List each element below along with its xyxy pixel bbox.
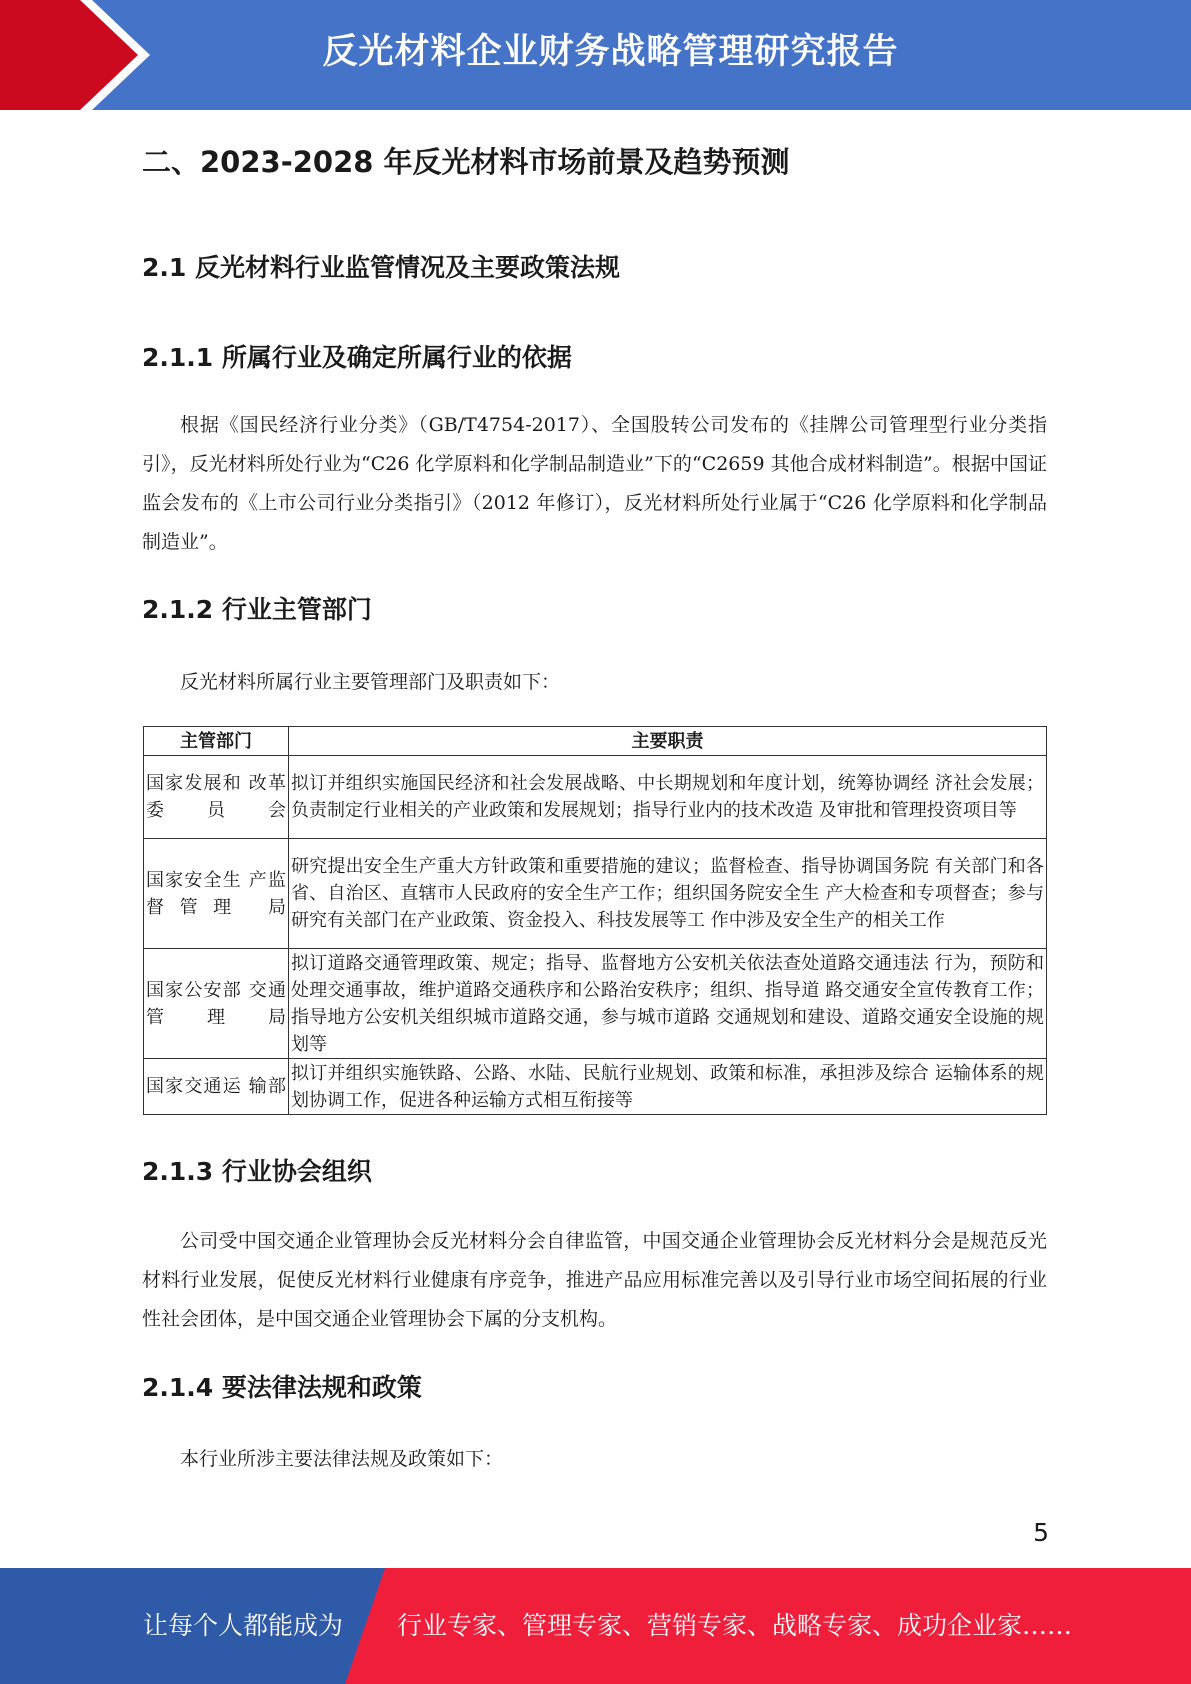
table-header-dept: 主管部门 (144, 727, 289, 756)
report-title: 反光材料企业财务战略管理研究报告 (322, 32, 899, 72)
table-cell-duty: 拟订并组织实施国民经济和社会发展战略、中长期规划和年度计划，统筹协调经 济社会发展；负责制定行业相关的产业政策和发展规划；指导行业内的技术改造 及审批和管理投资项目等 (289, 756, 1047, 839)
table-header-duty: 主要职责 (289, 727, 1047, 756)
table-cell-duty: 拟订道路交通管理政策、规定；指导、监督地方公安机关依法查处道路交通违法 行为，预防和处理交通事故，维护道路交通秩序和公路治安秩序；组织、指导道 路交通安全宣传教育工作；指导地方公安机关组织城市道路交通，参与城市道路 交通规划和建设、道路交通安全设施的规划等 (289, 949, 1047, 1059)
chapter-heading: 二、2023-2028 年反光材料市场前景及趋势预测 (142, 145, 790, 179)
table-row (144, 839, 1047, 949)
table-cell-dept: 国家交通运 输部 (144, 1059, 289, 1115)
page-number: 5 (1033, 1518, 1049, 1547)
table-cell-duty: 拟订并组织实施铁路、公路、水陆、民航行业规划、政策和标准，承担涉及综合 运输体系的规划协调工作，促进各种运输方式相互衔接等 (289, 1059, 1047, 1115)
footer-slogan-left: 让每个人都能成为 (143, 1611, 344, 1640)
section-2-1-4-intro: 本行业所涉主要法律法规及政策如下： (180, 1448, 504, 1470)
section-2-1-3-heading: 2.1.3 行业协会组织 (142, 1157, 372, 1186)
section-2-1-1-paragraph: 根据《国民经济行业分类》（GB/T4754-2017）、全国股转公司发布的《挂牌公司管理型行业分类指引》，反光材料所处行业为“C26 化学原料和化学制品制造业”下的“C2659 其他合成材料制造”。根据中国证监会发布的《上市公司行业分类指引》（2012 年修订），反光材料所处行业属于“C26 化学原料和化学制品制造业”。 (142, 414, 1047, 553)
page-header (0, 0, 1191, 110)
department-duty-table (143, 726, 1047, 1115)
section-2-1-4-heading: 2.1.4 要法律法规和政策 (142, 1373, 422, 1402)
page-footer (0, 1568, 1191, 1684)
section-2-1-2-intro: 反光材料所属行业主要管理部门及职责如下： (180, 671, 561, 693)
table-cell-dept: 国家公安部 交通管理局 (144, 949, 289, 1059)
section-2-1-2-heading: 2.1.2 行业主管部门 (142, 595, 372, 624)
table-row (144, 1059, 1047, 1115)
table-cell-dept: 国家发展和 改革委员会 (144, 756, 289, 839)
section-2-1-1-heading: 2.1.1 所属行业及确定所属行业的依据 (142, 343, 572, 372)
table-row (144, 949, 1047, 1059)
table-header-row (144, 727, 1047, 756)
table-cell-duty: 研究提出安全生产重大方针政策和重要措施的建议；监督检查、指导协调国务院 有关部门和各省、自治区、直辖市人民政府的安全生产工作；组织国务院安全生 产大检查和专项督查；参与研究有关部门在产业政策、资金投入、科技发展等工 作中涉及安全生产的相关工作 (289, 839, 1047, 949)
section-2-1-3-paragraph: 公司受中国交通企业管理协会反光材料分会自律监管，中国交通企业管理协会反光材料分会是规范反光材料行业发展，促使反光材料行业健康有序竞争，推进产品应用标准完善以及引导行业市场空间拓展的行业性社会团体，是中国交通企业管理协会下属的分支机构。 (142, 1230, 1047, 1330)
table-row (144, 756, 1047, 839)
table-cell-dept: 国家安全生 产监督管理 局 (144, 839, 289, 949)
section-2-1-heading: 2.1 反光材料行业监管情况及主要政策法规 (142, 253, 620, 282)
footer-slogan-right: 行业专家、管理专家、营销专家、战略专家、成功企业家…… (397, 1611, 1073, 1640)
